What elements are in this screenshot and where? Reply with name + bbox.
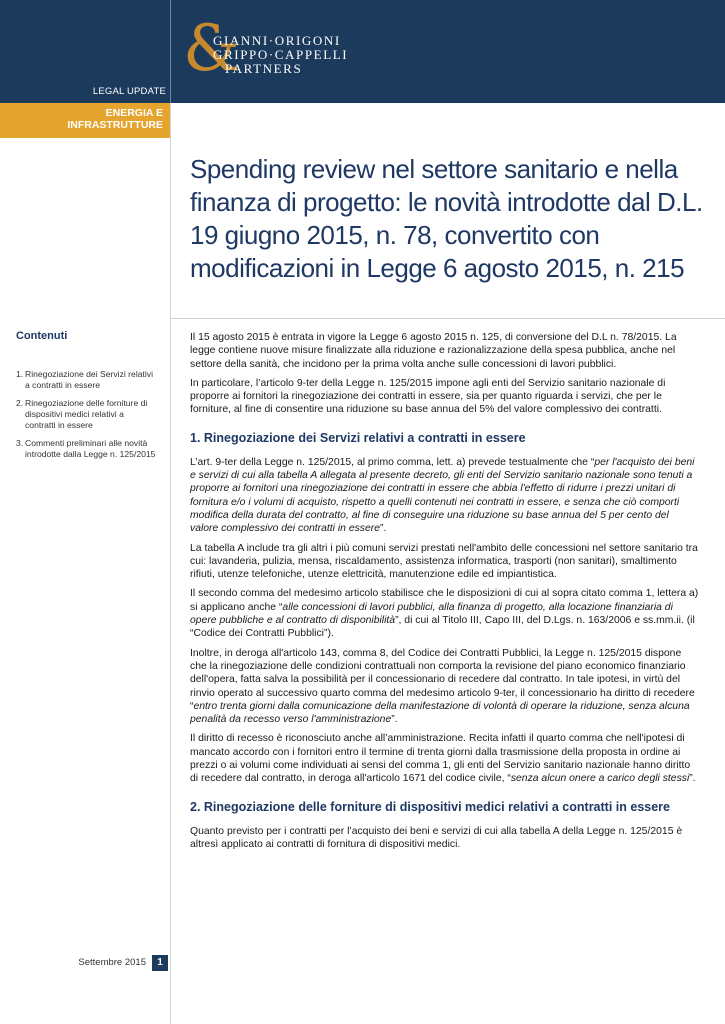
page-title: Spending review nel settore sanitario e nella finanza di progetto: le novità introdotte dal D.L. 19 giugno 2015, n. 78, convertito con modificazioni in Legge 6 agosto 2015, n. 215 — [190, 154, 703, 283]
section-1-heading: 1. Rinegoziazione dei Servizi relativi a contratti in essere — [190, 430, 526, 445]
main-content — [190, 331, 700, 857]
column-divider — [170, 103, 171, 1024]
logo-line-2: GRIPPO·CAPPELLI — [213, 47, 349, 62]
ampersand-logo-icon: & — [183, 12, 240, 86]
legal-update-label: LEGAL UPDATE — [92, 86, 166, 97]
page-number: 1 — [152, 955, 168, 971]
section-1-paragraph-2: La tabella A include tra gli altri i più comuni servizi prestati nell'ambito delle concessioni nel settore sanitario tra cui: lavanderia, pulizia, mensa, riscaldamento, assistenza informatica, trasporti (non sanitari), smaltimento rifiuti, utenze telefoniche, utenze elettricità, manutenzione edile ed impiantistica. — [190, 542, 698, 581]
section-1-paragraph-5: Il diritto di recesso è riconosciuto anche all’amministrazione. Recita infatti il quarto comma che nell'ipotesi di mancato accordo con i fornitori entro il termine di trenta giorni dalla trasmissione della proposta in ordine ai prezzi o ai volumi come individuati ai sensi del comma 1, gli enti del Servizio sanitario nazionale hanno diritto di recedere dal contratto, in deroga all'articolo 1671 del codice civile, “senza alcun onere a carico degli stessi”. — [190, 733, 696, 785]
toc-item[interactable]: 2. Rinegoziazione delle forniture di dispositivi medici relativi a contratti in essere — [16, 398, 148, 430]
section-1-paragraph-3: Il secondo comma del medesimo articolo stabilisce che le disposizioni di cui al sopra citato comma 1, lettera a) si applicano anche “alle concessioni di lavori pubblici, alla finanza di progetto, alla locazione finanziaria di opere pubbliche e al contratto di disponibilità”, di cui al Titolo III, Capo III, del D.Lgs. n. 163/2006 e ss.mm.ii. (il “Codice dei Contratti Pubblici”). — [190, 588, 699, 640]
section-2-heading: 2. Rinegoziazione delle forniture di dispositivi medici relativi a contratti in essere — [190, 799, 670, 814]
header-divider — [170, 0, 171, 103]
section-1-paragraph-4: Inoltre, in deroga all'articolo 143, comma 8, del Codice dei Contratti Pubblici, la Legge n. 125/2015 dispone che la rinegoziazione delle condizioni contrattuali non comporta la revisione del piano economico finanziario dell'opera, fatta salva la possibilità per il concessionario di recedere dal contratto. In tale ipotesi, in virtù del rinvio operato al successivo quarto comma del medesimo articolo 9-ter, il concessionario ha diritto di recedere “entro trenta giorni dalla comunicazione della manifestazione di volontà di operare la riduzione, senza alcuna penalità da recesso verso l'amministrazione”. — [190, 647, 695, 726]
toc-item-label: Rinegoziazione dei Servizi relativi a contratti in essere — [25, 369, 154, 390]
toc-title: Contenuti — [16, 330, 68, 342]
sector-badge — [0, 103, 170, 138]
intro-paragraph-2: In particolare, l’articolo 9-ter della Legge n. 125/2015 impone agli enti del Servizio sanitario nazionale di proporre ai fornitori la rinegoziazione dei contratti in essere, sia per quanto riguarda i servizi, che per le forniture, al fine di consentire una riduzione su base annua del 5% del valore complessivo dei contratti. — [190, 377, 666, 416]
sector-line-2: INFRASTRUTTURE — [67, 119, 163, 131]
intro-paragraph-1: Il 15 agosto 2015 è entrata in vigore la Legge 6 agosto 2015 n. 125, di conversione del D.L n. 78/2015. La legge contiene nuove misure finalizzate alla riduzione e razionalizzazione della spesa pubblica, anche nel settore della sanità, che incidono per la prima volta anche sulle concessioni di lavori pubblici. — [190, 332, 677, 370]
toc-item[interactable]: 1. Rinegoziazione dei Servizi relativi a contratti in essere — [16, 369, 154, 390]
title-divider — [171, 318, 725, 319]
table-of-contents — [16, 369, 156, 467]
toc-item[interactable]: 3. Commenti preliminari alle novità introdotte dalla Legge n. 125/2015 — [16, 438, 156, 459]
logo-line-1: GIANNI·ORIGONI — [213, 33, 341, 48]
firm-logo — [183, 12, 363, 92]
section-1-paragraph-1: L’art. 9-ter della Legge n. 125/2015, al primo comma, lett. a) prevede testualmente che “per l'acquisto dei beni e servizi di cui alla tabella A allegata al presente decreto, gli enti del Servizio sanitario nazionale sono tenuti a proporre ai fornitori una rinegoziazione dei contratti in essere che abbia l'effetto di ridurre i prezzi unitari di fornitura e/o i volumi di acquisto, rispetto a quelli contenuti nei contratti in essere, e senza che ciò comporti modifica della durata del contratto, al fine di conseguire una riduzione su base annua del 5 per cento del valore complessivo dei contratti in essere”. — [190, 456, 695, 535]
toc-item-label: Commenti preliminari alle novità introdotte dalla Legge n. 125/2015 — [25, 438, 156, 459]
footer-date: Settembre 2015 — [78, 957, 146, 968]
header-banner — [0, 0, 725, 103]
logo-line-3: PARTNERS — [225, 61, 303, 76]
section-2-paragraph-1: Quanto previsto per i contratti per l’acquisto dei beni e servizi di cui alla tabella A della Legge n. 125/2015 è altresì applicato ai contratti di fornitura di dispositivi medici. — [190, 825, 683, 850]
sector-line-1: ENERGIA E — [105, 107, 163, 119]
toc-item-label: Rinegoziazione delle forniture di dispositivi medici relativi a contratti in essere — [25, 398, 148, 430]
